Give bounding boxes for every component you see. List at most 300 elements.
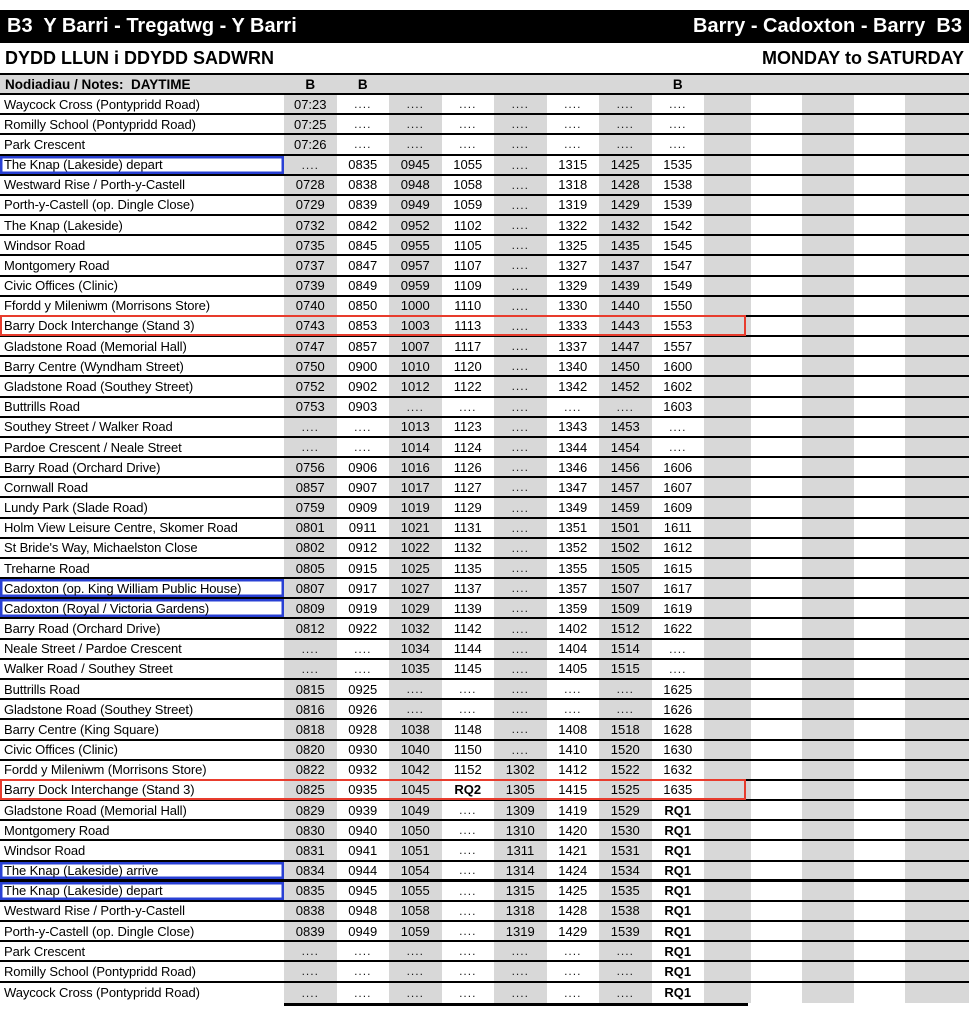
time-cell: 0939 <box>348 802 378 818</box>
no-service-cell: .... <box>599 962 652 980</box>
no-service-cell: .... <box>494 640 547 658</box>
empty-column-cell <box>704 115 751 133</box>
empty-column-cell <box>751 95 802 113</box>
empty-column-cell <box>854 559 905 577</box>
time-cell: 1557 <box>663 338 693 354</box>
time-cell: 0801 <box>284 519 337 537</box>
empty-column-cell <box>854 398 905 416</box>
empty-column-cell <box>704 478 751 496</box>
no-service-cell: .... <box>494 942 547 960</box>
time-cell: 1412 <box>558 762 588 778</box>
stop-name-cell: Montgomery Road <box>4 257 110 273</box>
empty-column-cell <box>704 700 751 718</box>
time-cell: 1120 <box>453 358 482 374</box>
time-cell: 1029 <box>389 599 442 617</box>
empty-column-cell <box>751 640 802 658</box>
time-cell: 1425 <box>558 883 588 899</box>
time-cell: 0842 <box>348 217 378 233</box>
time-cell: 1105 <box>453 237 482 253</box>
time-cell: 1318 <box>494 902 547 920</box>
timetable-row <box>0 862 969 882</box>
time-cell: 1144 <box>453 641 482 657</box>
no-service-cell: .... <box>564 702 582 717</box>
no-service-cell: .... <box>494 297 547 315</box>
empty-column-cell <box>802 741 854 759</box>
stop-name-cell: Windsor Road <box>4 842 86 858</box>
empty-column-cell <box>905 297 969 315</box>
no-service-cell: .... <box>459 137 477 152</box>
empty-column-cell <box>704 781 751 799</box>
empty-column-cell <box>905 196 969 214</box>
timetable-row <box>0 640 969 660</box>
time-cell: 1102 <box>453 217 482 233</box>
time-cell: 1346 <box>558 459 588 475</box>
empty-column-cell <box>704 882 751 900</box>
time-cell: 0925 <box>348 681 378 697</box>
time-cell: 0753 <box>284 398 337 416</box>
empty-column-cell <box>854 660 905 678</box>
time-cell: 1012 <box>389 377 442 395</box>
time-cell: 0912 <box>348 540 378 556</box>
time-cell: 1035 <box>389 660 442 678</box>
time-cell: 0957 <box>389 256 442 274</box>
empty-column-cell <box>704 236 751 254</box>
empty-column-cell <box>802 801 854 819</box>
time-cell: 0919 <box>348 600 378 616</box>
time-cell: 0815 <box>284 680 337 698</box>
notes-label: Nodiadiau / Notes: DAYTIME <box>5 76 191 92</box>
empty-column-cell <box>751 983 802 1003</box>
time-cell: 0835 <box>284 882 337 900</box>
time-cell: 1311 <box>494 841 547 859</box>
time-cell: 0944 <box>348 862 378 878</box>
no-service-cell: .... <box>459 803 477 818</box>
note-mark: B <box>672 76 683 92</box>
timetable-row <box>0 478 969 498</box>
empty-column-cell <box>802 458 854 476</box>
empty-column-cell <box>854 478 905 496</box>
stop-name-cell: Buttrills Road <box>4 681 80 697</box>
time-cell: 1302 <box>494 761 547 779</box>
no-service-cell: .... <box>459 924 477 939</box>
no-service-cell: .... <box>284 660 337 678</box>
time-cell: 1428 <box>558 903 588 919</box>
time-cell: 1607 <box>663 479 693 495</box>
time-cell: 1612 <box>663 540 693 556</box>
operating-days-welsh: DYDD LLUN i DDYDD SADWRN <box>5 47 274 68</box>
empty-column-cell <box>905 640 969 658</box>
empty-column-cell <box>854 357 905 375</box>
time-cell: 0850 <box>348 298 378 314</box>
empty-column-cell <box>905 821 969 839</box>
time-cell: 0857 <box>284 478 337 496</box>
time-cell: 1424 <box>558 862 588 878</box>
empty-column-cell <box>905 599 969 617</box>
no-service-cell: .... <box>494 277 547 295</box>
empty-column-cell <box>704 942 751 960</box>
empty-column-cell <box>704 176 751 194</box>
no-service-cell: .... <box>354 440 372 454</box>
time-cell: 0835 <box>348 157 378 173</box>
empty-column-cell <box>905 216 969 234</box>
time-cell: 1545 <box>663 237 693 253</box>
note-mark-empty <box>547 75 600 93</box>
time-cell: 1034 <box>389 640 442 658</box>
time-cell: 0807 <box>284 579 337 597</box>
time-cell: 1522 <box>599 761 652 779</box>
time-cell: 1443 <box>599 317 652 335</box>
no-service-cell: .... <box>494 95 547 113</box>
time-cell: 1404 <box>558 641 588 657</box>
no-service-cell: .... <box>459 117 477 132</box>
empty-column-cell <box>751 680 802 698</box>
time-cell: 1145 <box>453 661 482 677</box>
no-service-cell: .... <box>599 942 652 960</box>
empty-column-cell <box>905 418 969 436</box>
empty-column-cell <box>905 478 969 496</box>
time-cell: 1531 <box>599 841 652 859</box>
time-cell: 1357 <box>558 580 588 596</box>
stop-name-cell: Gladstone Road (Southey Street) <box>4 701 194 717</box>
time-cell: 1437 <box>599 256 652 274</box>
time-cell: 1432 <box>599 216 652 234</box>
empty-column-cell <box>704 196 751 214</box>
time-cell: 0743 <box>284 317 337 335</box>
empty-column-cell <box>751 801 802 819</box>
empty-column-cell <box>704 741 751 759</box>
empty-column-cell <box>751 841 802 859</box>
empty-column-cell <box>854 256 905 274</box>
stop-name-cell: Barry Centre (Wyndham Street) <box>4 358 184 374</box>
time-cell: 1322 <box>558 217 588 233</box>
stop-name-cell: Romilly School (Pontypridd Road) <box>4 963 196 979</box>
empty-column-cell <box>854 196 905 214</box>
time-cell: 1038 <box>389 720 442 738</box>
empty-column-cell <box>802 761 854 779</box>
time-cell: RQ1 <box>664 862 692 878</box>
stop-name-cell: Barry Dock Interchange (Stand 3) <box>4 782 195 798</box>
time-cell: 1459 <box>599 498 652 516</box>
empty-column-cell <box>905 357 969 375</box>
empty-column-cell <box>802 156 854 174</box>
empty-column-cell <box>905 256 969 274</box>
time-cell: 1525 <box>599 781 652 799</box>
time-cell: 1019 <box>389 498 442 516</box>
time-cell: RQ1 <box>664 963 692 979</box>
no-service-cell: .... <box>599 983 652 1003</box>
time-cell: 1314 <box>494 862 547 879</box>
empty-column-cell <box>802 983 854 1003</box>
empty-column-cell <box>905 539 969 557</box>
empty-column-cell <box>704 297 751 315</box>
stop-name-cell: Gladstone Road (Memorial Hall) <box>4 338 187 354</box>
empty-column-cell <box>704 579 751 597</box>
time-cell: 07:26 <box>284 135 337 153</box>
empty-column-cell <box>751 519 802 537</box>
no-service-cell: .... <box>494 176 547 194</box>
timetable-row <box>0 156 969 176</box>
no-service-cell: .... <box>354 661 372 676</box>
empty-column-cell <box>854 418 905 436</box>
timetable-row <box>0 660 969 680</box>
time-cell: 1611 <box>663 520 692 536</box>
time-cell: 1330 <box>558 298 588 314</box>
empty-column-cell <box>751 216 802 234</box>
time-cell: 0932 <box>348 762 378 778</box>
stop-name-cell: Neale Street / Pardoe Crescent <box>4 641 182 657</box>
time-cell: 0955 <box>389 236 442 254</box>
time-cell: 1058 <box>453 177 483 193</box>
time-cell: 0926 <box>348 701 378 717</box>
time-cell: 0948 <box>389 176 442 194</box>
time-cell: 1534 <box>599 862 652 879</box>
timetable-row <box>0 902 969 922</box>
empty-column-cell <box>802 640 854 658</box>
no-service-cell: .... <box>459 944 477 959</box>
empty-column-cell <box>751 297 802 315</box>
no-service-cell: .... <box>389 398 442 416</box>
time-cell: 1131 <box>453 520 482 536</box>
no-service-cell: .... <box>494 317 547 335</box>
empty-column-cell <box>704 377 751 395</box>
timetable-row <box>0 176 969 196</box>
time-cell: RQ1 <box>664 883 692 899</box>
time-cell: 1425 <box>599 156 652 174</box>
no-service-cell: .... <box>494 216 547 234</box>
empty-column-cell <box>704 720 751 738</box>
empty-column-cell <box>704 841 751 859</box>
timetable-row <box>0 317 969 337</box>
empty-column-cell <box>854 519 905 537</box>
time-cell: 1127 <box>453 479 482 495</box>
time-cell: 1535 <box>663 157 693 173</box>
operating-days-english: MONDAY to SATURDAY <box>761 47 964 68</box>
stop-name-cell: Romilly School (Pontypridd Road) <box>4 116 196 132</box>
no-service-cell: .... <box>494 619 547 637</box>
empty-column-cell <box>704 398 751 416</box>
empty-column-cell <box>854 599 905 617</box>
time-cell: 1022 <box>389 539 442 557</box>
time-cell: 0805 <box>284 559 337 577</box>
no-service-cell: .... <box>389 135 442 153</box>
time-cell: 1148 <box>453 721 482 737</box>
time-cell: 1405 <box>558 661 588 677</box>
no-service-cell: .... <box>354 419 372 434</box>
empty-column-cell <box>704 680 751 698</box>
empty-column-cell <box>802 922 854 940</box>
empty-column-cell <box>704 983 751 1003</box>
no-service-cell: .... <box>564 964 582 979</box>
time-cell: 0759 <box>284 498 337 516</box>
empty-column-cell <box>704 438 751 456</box>
no-service-cell: .... <box>284 942 337 960</box>
timetable-row <box>0 559 969 579</box>
no-service-cell: .... <box>494 579 547 597</box>
time-cell: 1337 <box>558 338 588 354</box>
empty-column-cell <box>854 942 905 960</box>
no-service-cell: .... <box>494 418 547 436</box>
time-cell: 1632 <box>663 762 693 778</box>
time-cell: 0940 <box>348 822 378 838</box>
time-cell: 1333 <box>558 318 588 334</box>
no-service-cell: .... <box>494 519 547 537</box>
empty-column-cell <box>905 579 969 597</box>
empty-column-cell <box>751 619 802 637</box>
note-mark: B <box>357 76 368 92</box>
time-cell: 0839 <box>284 922 337 940</box>
time-cell: 1051 <box>389 841 442 859</box>
time-cell: 1550 <box>663 298 693 314</box>
timetable-row <box>0 236 969 256</box>
time-cell: 1310 <box>494 821 547 839</box>
time-cell: 0737 <box>284 256 337 274</box>
time-cell: 0902 <box>348 378 378 394</box>
stop-name-cell: Gladstone Road (Southey Street) <box>4 378 194 394</box>
stop-name-cell: Montgomery Road <box>4 822 110 838</box>
time-cell: 1129 <box>453 500 482 516</box>
empty-column-cell <box>704 95 751 113</box>
empty-column-cell <box>802 559 854 577</box>
time-cell: 1539 <box>599 922 652 940</box>
route-titlebar <box>0 10 969 43</box>
time-cell: 1016 <box>389 458 442 476</box>
empty-column-cell <box>854 156 905 174</box>
time-cell: 1452 <box>599 377 652 395</box>
time-cell: 1352 <box>558 540 588 556</box>
timetable-row <box>0 256 969 276</box>
stop-name-cell: Pardoe Crescent / Neale Street <box>4 439 182 455</box>
time-cell: 1010 <box>389 357 442 375</box>
time-cell: RQ1 <box>664 943 692 959</box>
time-cell: 1359 <box>558 600 588 616</box>
note-mark-empty <box>389 75 442 93</box>
time-cell: 0838 <box>348 177 378 193</box>
time-cell: 1410 <box>558 742 588 758</box>
empty-column-cell <box>802 418 854 436</box>
time-cell: 1439 <box>599 277 652 295</box>
empty-column-cell <box>905 619 969 637</box>
empty-column-cell <box>802 438 854 456</box>
time-cell: 1619 <box>663 600 693 616</box>
time-cell: 1617 <box>663 580 693 596</box>
time-cell: 1529 <box>599 801 652 819</box>
no-service-cell: .... <box>564 117 582 132</box>
empty-column-cell <box>751 579 802 597</box>
time-cell: RQ1 <box>664 985 692 1001</box>
time-cell: 0845 <box>348 237 378 253</box>
empty-column-cell <box>751 862 802 879</box>
time-cell: 0756 <box>284 458 337 476</box>
time-cell: 1538 <box>599 902 652 920</box>
time-cell: 1420 <box>558 822 588 838</box>
timetable-row <box>0 418 969 438</box>
note-mark: B <box>305 76 316 92</box>
no-service-cell: .... <box>459 399 477 414</box>
empty-column-cell <box>704 519 751 537</box>
empty-column-cell <box>704 135 751 153</box>
no-service-cell: .... <box>284 438 337 456</box>
timetable-row <box>0 95 969 115</box>
empty-column-cell <box>854 216 905 234</box>
empty-column-cell <box>854 841 905 859</box>
empty-column-cell <box>802 882 854 900</box>
stop-name-cell: Windsor Road <box>4 237 86 253</box>
empty-column-cell <box>854 962 905 980</box>
empty-column-cell <box>854 781 905 799</box>
timetable-row <box>0 277 969 297</box>
time-cell: 0822 <box>284 761 337 779</box>
time-cell: 1305 <box>494 781 547 799</box>
empty-column-cell <box>802 277 854 295</box>
operating-days-row <box>0 43 969 73</box>
time-cell: 1142 <box>453 621 482 637</box>
time-cell: 1408 <box>558 721 588 737</box>
stop-name-cell: Cornwall Road <box>4 479 88 495</box>
stop-name-cell: Barry Dock Interchange (Stand 3) <box>4 318 195 334</box>
time-cell: 0752 <box>284 377 337 395</box>
empty-column-cell <box>802 498 854 516</box>
stop-name-cell: Park Crescent <box>4 943 86 959</box>
no-service-cell: .... <box>354 641 372 656</box>
stop-name-cell: Westward Rise / Porth-y-Castell <box>4 177 185 193</box>
time-cell: 1602 <box>663 378 693 394</box>
no-service-cell: .... <box>494 458 547 476</box>
time-cell: RQ1 <box>664 822 692 838</box>
no-service-cell: .... <box>389 983 442 1003</box>
time-cell: 0930 <box>348 742 378 758</box>
time-cell: 0847 <box>348 257 378 273</box>
time-cell: 1419 <box>558 802 588 818</box>
empty-column-cell <box>704 559 751 577</box>
empty-column-cell <box>854 761 905 779</box>
time-cell: 1055 <box>389 882 442 900</box>
stop-name-cell: Waycock Cross (Pontypridd Road) <box>4 985 200 1001</box>
time-cell: 1453 <box>599 418 652 436</box>
stop-name-cell: Fordd y Mileniwm (Morrisons Store) <box>4 762 207 778</box>
time-cell: 1343 <box>558 419 588 435</box>
empty-column-cell <box>854 680 905 698</box>
empty-column-cell <box>854 115 905 133</box>
time-cell: 1535 <box>599 882 652 900</box>
time-cell: 0838 <box>284 902 337 920</box>
empty-column-cell <box>751 761 802 779</box>
empty-column-cell <box>704 317 751 335</box>
no-service-cell: .... <box>494 478 547 496</box>
no-service-cell: .... <box>494 398 547 416</box>
no-service-cell: .... <box>284 962 337 980</box>
no-service-cell: .... <box>354 97 372 112</box>
time-cell: 0735 <box>284 236 337 254</box>
no-service-cell: .... <box>494 377 547 395</box>
timetable-row <box>0 196 969 216</box>
time-cell: 1421 <box>558 842 588 858</box>
timetable-row <box>0 539 969 559</box>
time-cell: 0750 <box>284 357 337 375</box>
time-cell: 1553 <box>663 318 693 334</box>
timetable-row <box>0 781 969 801</box>
time-cell: 1040 <box>389 741 442 759</box>
empty-column-cell <box>802 862 854 879</box>
empty-column-cell <box>751 660 802 678</box>
time-cell: 1150 <box>453 742 482 758</box>
time-cell: 1059 <box>389 922 442 940</box>
time-cell: 1342 <box>558 378 588 394</box>
time-cell: 1429 <box>599 196 652 214</box>
time-cell: RQ2 <box>454 782 482 798</box>
empty-column-cell <box>751 942 802 960</box>
time-cell: 1502 <box>599 539 652 557</box>
empty-column-cell <box>905 801 969 819</box>
